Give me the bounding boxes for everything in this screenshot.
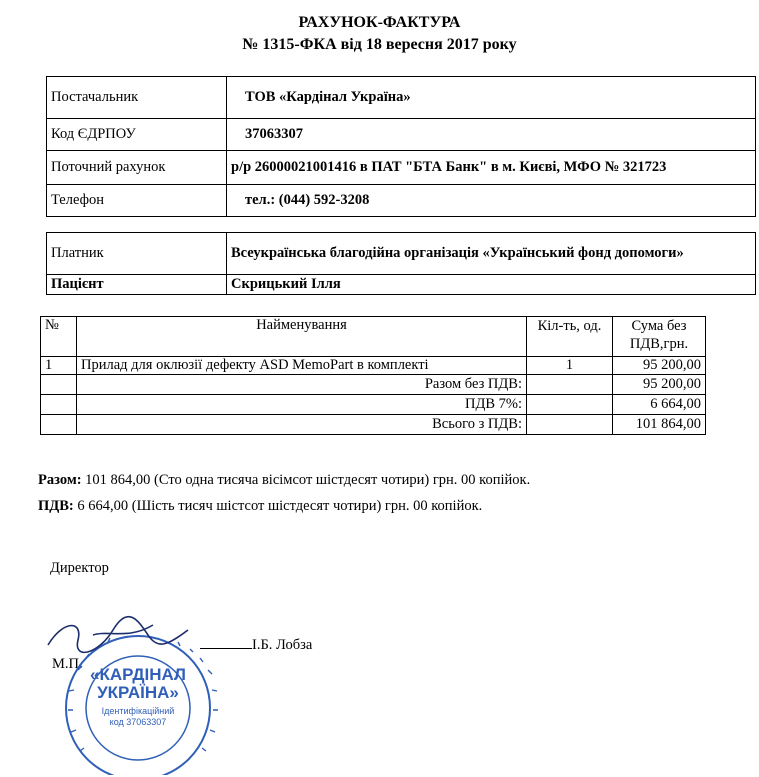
- phone-value: тел.: (044) 592-3208: [227, 185, 756, 217]
- account-label: Поточний рахунок: [47, 151, 227, 185]
- document-title: РАХУНОК-ФАКТУРА: [298, 14, 461, 31]
- stamp-line1: «КАРДІНАЛ: [90, 665, 186, 684]
- handwritten-signature: [48, 617, 188, 653]
- vat-row: [41, 395, 706, 415]
- payer-row: [47, 233, 756, 275]
- account-value: р/р 26000021001416 в ПАТ "БТА Банк" в м. Києві, МФО № 321723: [227, 151, 756, 185]
- total-in-words: [38, 472, 530, 489]
- col-header-qty: Кіл-ть, од.: [527, 317, 613, 357]
- supplier-value: ТОВ «Кардінал Україна»: [227, 77, 756, 119]
- vat-in-words: [38, 498, 482, 515]
- subtotal-row: [41, 375, 706, 395]
- col-header-num: №: [41, 317, 77, 357]
- items-table: [40, 316, 706, 435]
- total-value: 101 864,00: [613, 415, 706, 435]
- director-name: І.Б. Лобза: [252, 637, 313, 653]
- document-subtitle: № 1315-ФКА від 18 вересня 2017 року: [242, 36, 517, 53]
- vat-words-label: ПДВ:: [38, 498, 74, 514]
- total-words-label: Разом:: [38, 472, 82, 488]
- total-row: [41, 415, 706, 435]
- payer-value: Всеукраїнська благодійна організація «Український фонд допомоги»: [227, 233, 756, 275]
- stamp-line3: Ідентифікаційний: [101, 706, 175, 716]
- stamp-line2: УКРАЇНА»: [97, 683, 179, 702]
- col-header-sum: Сума без ПДВ,грн.: [613, 317, 706, 357]
- row-qty: 1: [527, 357, 613, 375]
- phone-label: Телефон: [47, 185, 227, 217]
- supplier-row: [47, 151, 756, 185]
- payer-label: Платник: [47, 233, 227, 275]
- row-sum: 95 200,00: [613, 357, 706, 375]
- items-header-row: [41, 317, 706, 357]
- patient-value: Скрицький Ілля: [227, 275, 756, 295]
- vat-words-text: 6 664,00 (Шість тисяч шістсот шістдесят чотири) грн. 00 копійок.: [73, 498, 483, 514]
- company-stamp: [38, 600, 238, 775]
- supplier-label: Постачальник: [47, 77, 227, 119]
- row-name: Прилад для оклюзії дефекту ASD MemoPart в комплекті: [77, 357, 527, 375]
- col-header-name: Найменування: [77, 317, 527, 357]
- subtotal-value: 95 200,00: [613, 375, 706, 395]
- patient-label: Пацієнт: [47, 275, 227, 295]
- subtotal-label: Разом без ПДВ:: [77, 375, 527, 395]
- supplier-row: [47, 185, 756, 217]
- vat-label: ПДВ 7%:: [77, 395, 527, 415]
- patient-row: [47, 275, 756, 295]
- mp-label: М.П.: [52, 656, 83, 672]
- vat-value: 6 664,00: [613, 395, 706, 415]
- row-num: 1: [41, 357, 77, 375]
- total-words-text: 101 864,00 (Сто одна тисяча вісімсот шістдесят чотири) грн. 00 копійок.: [81, 472, 531, 488]
- table-row: [41, 357, 706, 375]
- supplier-row: [47, 77, 756, 119]
- stamp-line4: код 37063307: [109, 717, 167, 727]
- edrpou-value: 37063307: [227, 119, 756, 151]
- supplier-table: [46, 76, 756, 217]
- supplier-row: [47, 119, 756, 151]
- total-label: Всього з ПДВ:: [77, 415, 527, 435]
- director-title: Директор: [50, 560, 109, 576]
- payer-table: [46, 232, 756, 295]
- edrpou-label: Код ЄДРПОУ: [47, 119, 227, 151]
